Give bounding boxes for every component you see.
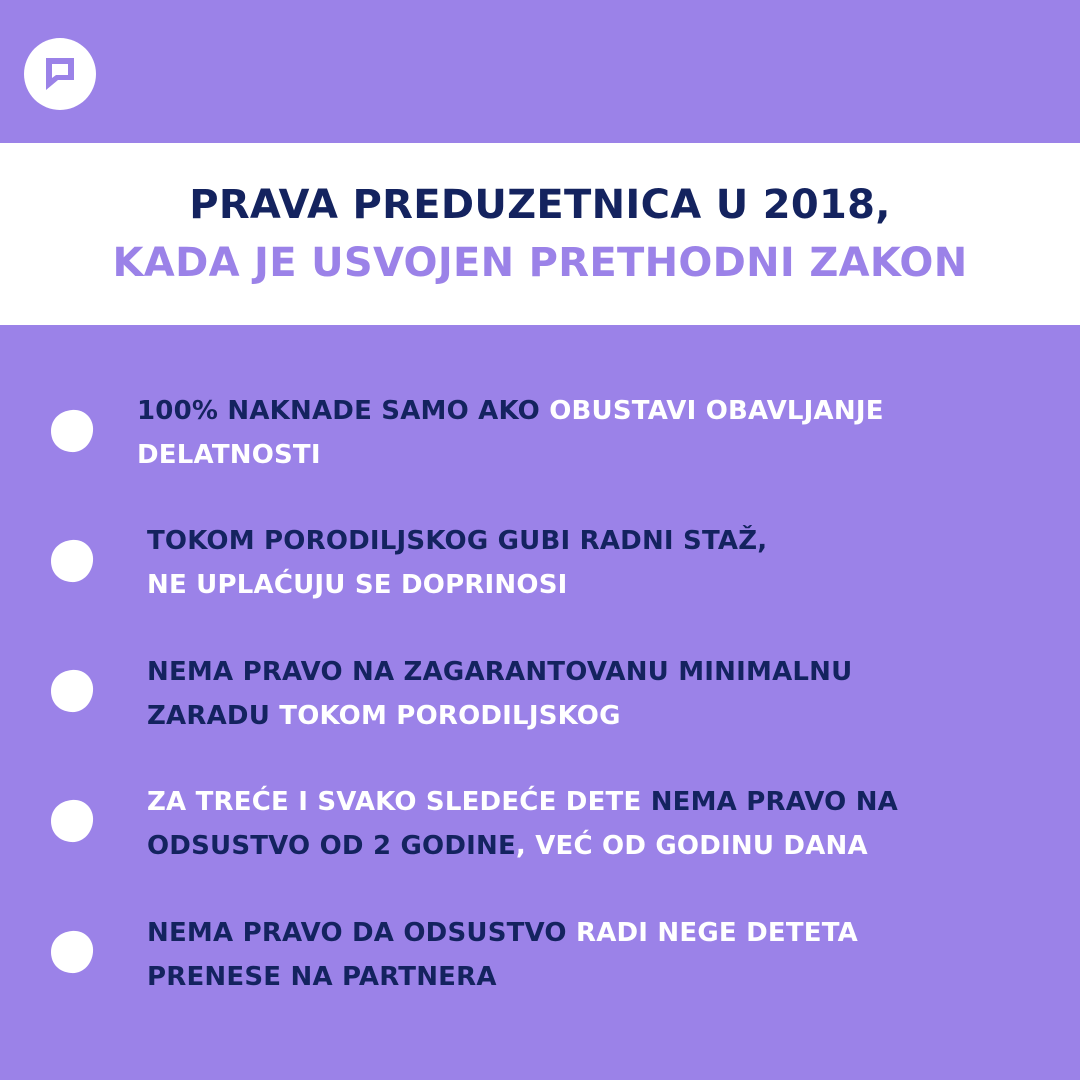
bullet-circle-icon	[48, 407, 96, 455]
item-text	[147, 519, 767, 607]
item-line	[147, 694, 852, 738]
item-line	[137, 433, 884, 477]
banner-title-line2: KADA JE USVOJEN PRETHODNI ZAKON	[112, 240, 968, 286]
bullet-circle-icon	[48, 797, 96, 845]
item-line	[147, 824, 898, 868]
text-segment: ZA TREĆE I SVAKO SLEDEĆE DETE	[147, 787, 651, 817]
item-line	[147, 780, 898, 824]
item-text	[137, 389, 884, 477]
text-segment: 100% NAKNADE SAMO AKO	[137, 396, 550, 426]
text-segment: NEMA PRAVO NA	[650, 787, 898, 817]
item-line	[147, 563, 767, 607]
item-line	[137, 389, 884, 433]
item-text	[147, 780, 898, 868]
banner-title-line1: PRAVA PREDUZETNICA U 2018,	[189, 182, 891, 228]
item-line	[147, 519, 767, 563]
item-line	[147, 911, 858, 955]
text-segment: , VEĆ OD GODINU DANA	[515, 831, 868, 861]
item-text	[147, 911, 858, 999]
text-segment: DELATNOSTI	[137, 440, 321, 470]
text-segment: OBUSTAVI OBAVLJANJE	[549, 396, 884, 426]
text-segment: TOKOM PORODILJSKOG GUBI RADNI STAŽ,	[147, 526, 768, 556]
item-line	[147, 650, 852, 694]
text-segment: RADI NEGE DETETA	[575, 918, 858, 948]
text-segment: ZARADU	[147, 701, 280, 731]
text-segment: PRENESE NA PARTNERA	[147, 962, 497, 992]
bullet-circle-icon	[48, 537, 96, 585]
bullet-circle-icon	[48, 667, 96, 715]
text-segment: NEMA PRAVO DA ODSUSTVO	[147, 918, 576, 948]
text-segment: ODSUSTVO OD 2 GODINE	[147, 831, 516, 861]
item-text	[147, 650, 852, 738]
item-line	[147, 955, 858, 999]
text-segment: NE UPLAĆUJU SE DOPRINOSI	[147, 570, 568, 600]
bullet-circle-icon	[48, 928, 96, 976]
text-segment: TOKOM PORODILJSKOG	[279, 701, 621, 731]
text-segment: NEMA PRAVO NA ZAGARANTOVANU MINIMALNU	[147, 657, 853, 687]
